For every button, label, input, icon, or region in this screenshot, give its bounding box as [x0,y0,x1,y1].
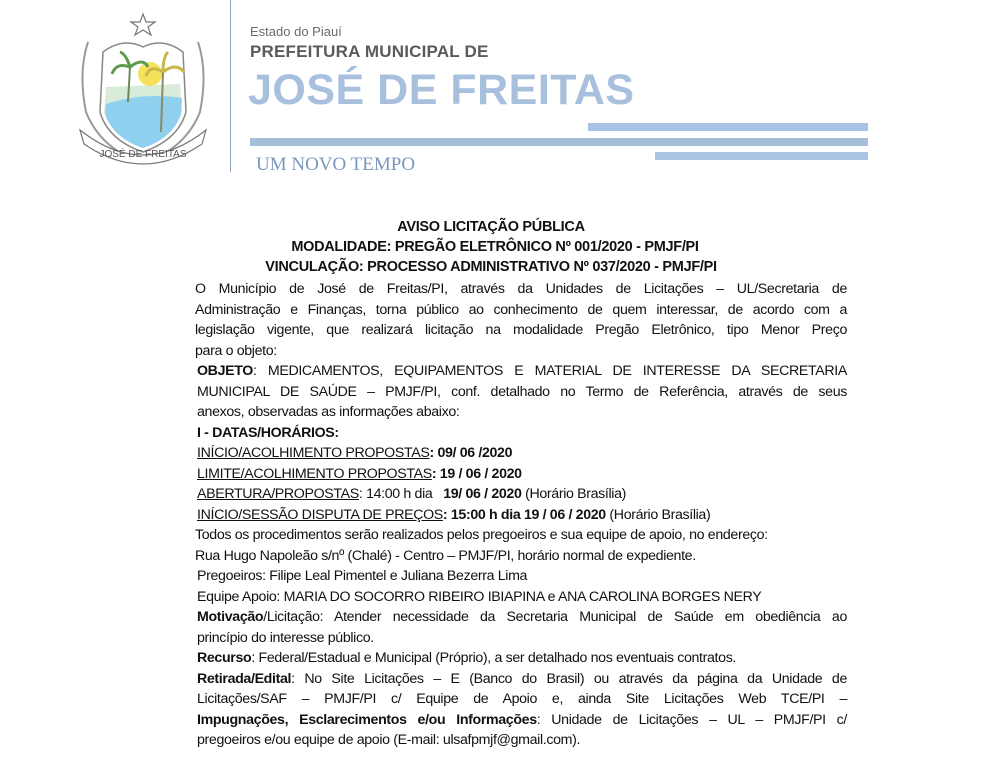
text-segment: para o objeto: [195,342,277,359]
bold-text: : 09/ 06 /2020 [429,445,513,461]
header-state: Estado do Piauí [250,24,342,39]
text-segment: princípio do interesse público. [197,629,374,646]
text-segment: legislação vigente, que realizará licitação na modalidade Pregão Eletrônico, tipo Menor Preço [195,322,847,338]
bold-text: : 19 / 06 / 2020 [431,465,522,482]
header-city: JOSÉ DE FREITAS [248,66,635,114]
body-line [195,648,847,669]
bold-text: Retirada/Edital [197,670,292,687]
decorative-bar [655,152,868,160]
bold-text: Impugnações, Esclarecimentos e/ou Informações [197,711,537,728]
text-segment: Rua Hugo Napoleão s/nº (Chalé) - Centro – PMJF/PI, horário normal de expediente. [195,547,696,564]
text-segment: anexos, observadas as informações abaixo: [197,404,460,420]
body-line [195,341,847,362]
underlined-label: LIMITE/ACOLHIMENTO PROPOSTAS [197,465,432,482]
text-segment: pregoeiros e/ou equipe de apoio (E-mail: ulsafpmjf@gmail.com). [197,732,581,748]
body-line [195,689,847,710]
body-line [195,423,847,444]
notice-title: AVISO LICITAÇÃO PÚBLICA [397,219,585,235]
text-segment: : No Site Licitações – E (Banco do Brasil) ou através da página da Unidade de [291,670,847,687]
body-line [195,464,847,485]
body-line [195,320,847,341]
body-line [195,525,847,546]
bold-text: : 15:00 h dia 19 / 06 / 2020 [442,506,606,523]
header-slogan: UM NOVO TEMPO [256,154,416,175]
body-line [195,566,847,587]
bold-text: 19/ 06 / 2020 [443,486,522,502]
body-line [195,505,847,526]
body-line [195,587,847,608]
body-line [195,628,847,649]
body-line [195,730,847,751]
bold-text: Recurso [197,650,252,666]
text-segment: O Município de José de Freitas/PI, através da Unidades de Licitações – UL/Secretaria de [195,281,847,297]
text-segment: MUNICIPAL DE SAÚDE – PMJF/PI, conf. detalhado no Termo de Referência, através de seus [197,383,847,400]
body-line [195,710,847,731]
coat-of-arms-logo [68,12,218,170]
body-line [195,402,847,423]
decorative-bar [250,138,868,146]
modality-title: MODALIDADE: PREGÃO ELETRÔNICO Nº 001/2020 - PMJF/PI [291,239,699,255]
text-segment: (Horário Brasília) [605,506,711,523]
body-line [195,484,847,505]
underlined-label: INÍCIO/SESSÃO DISPUTA DE PREÇOS [197,506,443,523]
text-segment: : MEDICAMENTOS, EQUIPAMENTOS E MATERIAL DE INTERESSE DA SECRETARIA [252,363,847,379]
bold-text: OBJETO [197,363,253,379]
notice-body [195,279,847,751]
text-segment: (Horário Brasília) [521,486,627,502]
body-line [195,382,847,403]
text-segment: : Unidade de Licitações – UL – PMJF/PI c/ [536,711,847,728]
text-segment: Todos os procedimentos serão realizados pelos pregoeiros e sua equipe de apoio, no endereço: [195,527,768,543]
text-segment: Equipe Apoio: MARIA DO SOCORRO RIBEIRO IBIAPINA e ANA CAROLINA BORGES NERY [197,588,762,605]
body-line [195,300,847,321]
bold-text: I - DATAS/HORÁRIOS: [197,424,339,441]
linkage-title: VINCULAÇÃO: PROCESSO ADMINISTRATIVO Nº 037/2020 - PMJF/PI [265,259,717,275]
body-line [195,669,847,690]
body-line [195,607,847,628]
text-segment: : Federal/Estadual e Municipal (Próprio), a ser detalhado nos eventuais contratos. [251,650,737,666]
header-prefeitura: PREFEITURA MUNICIPAL DE [250,42,489,61]
text-segment: : 14:00 h dia [358,486,444,502]
text-segment: /Licitação: Atender necessidade da Secretaria Municipal de Saúde em obediência ao [263,609,847,625]
decorative-bar [588,123,868,131]
body-line [195,361,847,382]
body-line [195,546,847,567]
logo-text: JOSÉ DE FREITAS [99,149,187,160]
body-line [195,279,847,300]
text-segment: Pregoeiros: Filipe Leal Pimentel e Juliana Bezerra Lima [197,568,528,584]
header-divider [230,0,231,172]
text-segment: Licitações/SAF – PMJF/PI c/ Equipe de Apoio e, ainda Site Licitações Web TCE/PI – [197,691,847,707]
text-segment: Administração e Finanças, torna público ao conhecimento de quem interessar, de acordo com a [195,301,847,318]
underlined-label: ABERTURA/PROPOSTAS [197,486,359,502]
underlined-label: INÍCIO/ACOLHIMENTO PROPOSTAS [197,445,430,461]
body-line [195,443,847,464]
bold-text: Motivação [197,609,264,625]
